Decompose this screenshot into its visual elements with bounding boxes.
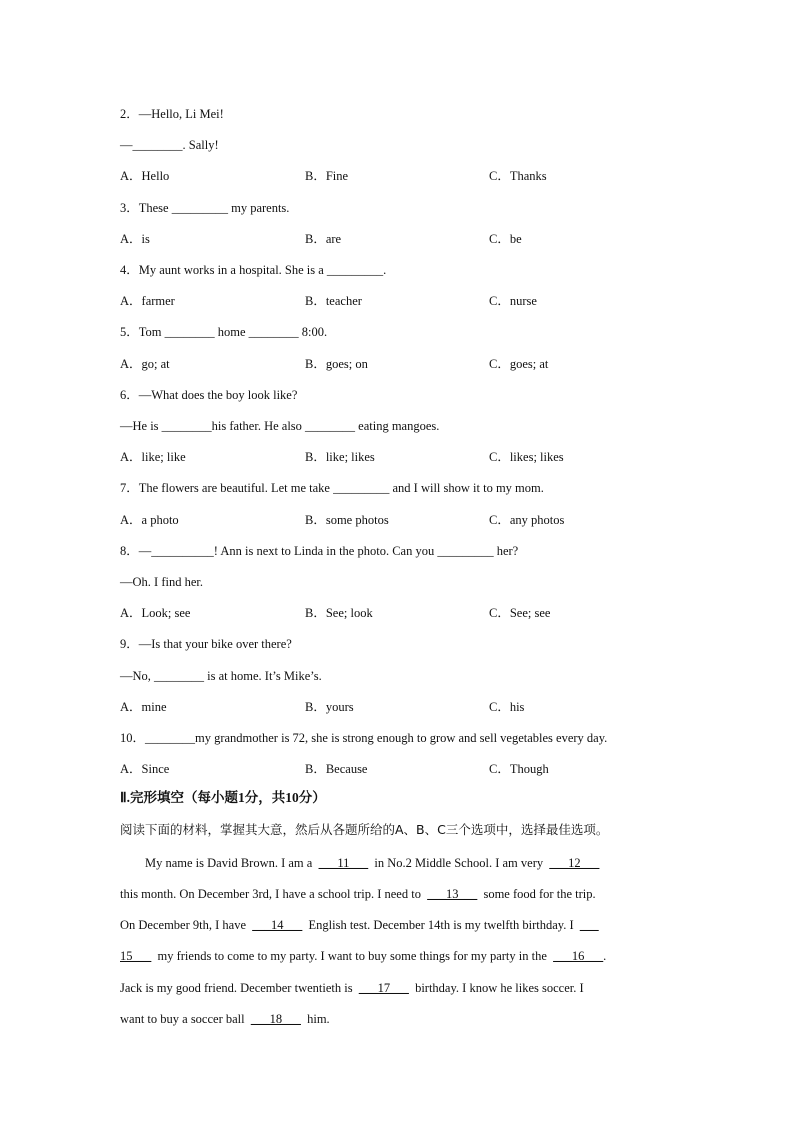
options-row: [120, 699, 680, 715]
option-c: C．any photos: [489, 513, 565, 527]
option-a: A．Hello: [120, 169, 170, 183]
question-line: —He is ________his father. He also ________ eating mangoes.: [120, 419, 440, 433]
passage-line: [120, 917, 599, 933]
passage-text: .: [603, 949, 607, 963]
option-a: A．like; like: [120, 450, 186, 464]
blank: 15___: [120, 949, 152, 963]
options-row: [120, 356, 680, 372]
question-line: 2．—Hello, Li Mei!: [120, 107, 224, 121]
option-b: B．Fine: [305, 169, 349, 183]
passage-text: him.: [300, 1012, 330, 1026]
passage-line: [120, 855, 599, 871]
section-heading: Ⅱ.完形填空（每小题1分，共10分）: [120, 790, 326, 805]
passage-text: Jack is my good friend. December twentieth is: [120, 981, 359, 995]
blank: ___18___: [250, 1012, 301, 1026]
question-line: 7．The flowers are beautiful. Let me take _________ and I will show it to my mom.: [120, 481, 544, 495]
option-c: C．goes; at: [489, 357, 549, 371]
passage-text: On December 9th, I have: [120, 918, 253, 932]
option-b: B．Because: [305, 762, 368, 776]
passage-text: want to buy a soccer ball: [120, 1012, 251, 1026]
blank: ___11___: [318, 856, 369, 870]
option-c: C．be: [489, 232, 522, 246]
options-row: [120, 168, 680, 184]
blank: ___13___: [427, 887, 478, 901]
option-c: C．Though: [489, 762, 549, 776]
option-a: A．farmer: [120, 294, 175, 308]
option-a: A．is: [120, 232, 150, 246]
option-b: B．like; likes: [305, 450, 375, 464]
options-row: [120, 231, 680, 247]
option-a: A．mine: [120, 700, 167, 714]
passage-text: birthday. I know he likes soccer. I: [408, 981, 584, 995]
option-a: A．go; at: [120, 357, 170, 371]
section-instruction: 阅读下面的材料，掌握其大意，然后从各题所给的A、B、C三个选项中，选择最佳选项。: [120, 822, 609, 837]
question-line: 9．—Is that your bike over there?: [120, 637, 292, 651]
passage-text: My name is David Brown. I am a: [120, 856, 319, 870]
passage-text: English test. December 14th is my twelfth birthday. I: [302, 918, 580, 932]
options-row: [120, 761, 680, 777]
option-c: C．See; see: [489, 606, 551, 620]
options-row: [120, 512, 680, 528]
passage-text: my friends to come to my party. I want to buy some things for my party in the: [151, 949, 554, 963]
option-c: C．nurse: [489, 294, 537, 308]
question-line: 3．These _________ my parents.: [120, 201, 290, 215]
blank: ___16___: [553, 949, 604, 963]
blank: ___12___: [549, 856, 600, 870]
blank: ___14___: [252, 918, 303, 932]
passage-text: some food for the trip.: [477, 887, 596, 901]
blank: ___: [579, 918, 599, 932]
passage-line: [120, 886, 596, 902]
options-row: [120, 293, 680, 309]
question-line: 5．Tom ________ home ________ 8:00.: [120, 325, 328, 339]
question-line: —No, ________ is at home. It’s Mike’s.: [120, 669, 322, 683]
option-c: C．his: [489, 700, 525, 714]
option-b: B．goes; on: [305, 357, 368, 371]
option-b: B．yours: [305, 700, 354, 714]
option-a: A．a photo: [120, 513, 179, 527]
question-line: —________. Sally!: [120, 138, 219, 152]
question-line: 6．—What does the boy look like?: [120, 388, 298, 402]
options-row: [120, 449, 680, 465]
option-b: B．some photos: [305, 513, 389, 527]
option-a: A．Look; see: [120, 606, 191, 620]
option-c: C．Thanks: [489, 169, 547, 183]
passage-line: [120, 980, 584, 996]
option-b: B．teacher: [305, 294, 362, 308]
passage-line: [120, 948, 606, 964]
question-line: 4．My aunt works in a hospital. She is a _________.: [120, 263, 387, 277]
passage-text: this month. On December 3rd, I have a school trip. I need to: [120, 887, 428, 901]
option-b: B．are: [305, 232, 342, 246]
question-line: 8．—__________! Ann is next to Linda in the photo. Can you _________ her?: [120, 544, 519, 558]
option-a: A．Since: [120, 762, 170, 776]
options-row: [120, 605, 680, 621]
option-c: C．likes; likes: [489, 450, 564, 464]
option-b: B．See; look: [305, 606, 373, 620]
passage-text: in No.2 Middle School. I am very: [368, 856, 550, 870]
passage-line: [120, 1011, 330, 1027]
question-line: 10．________my grandmother is 72, she is strong enough to grow and sell vegetables every day.: [120, 731, 608, 745]
question-line: —Oh. I find her.: [120, 575, 203, 589]
blank: ___17___: [358, 981, 409, 995]
